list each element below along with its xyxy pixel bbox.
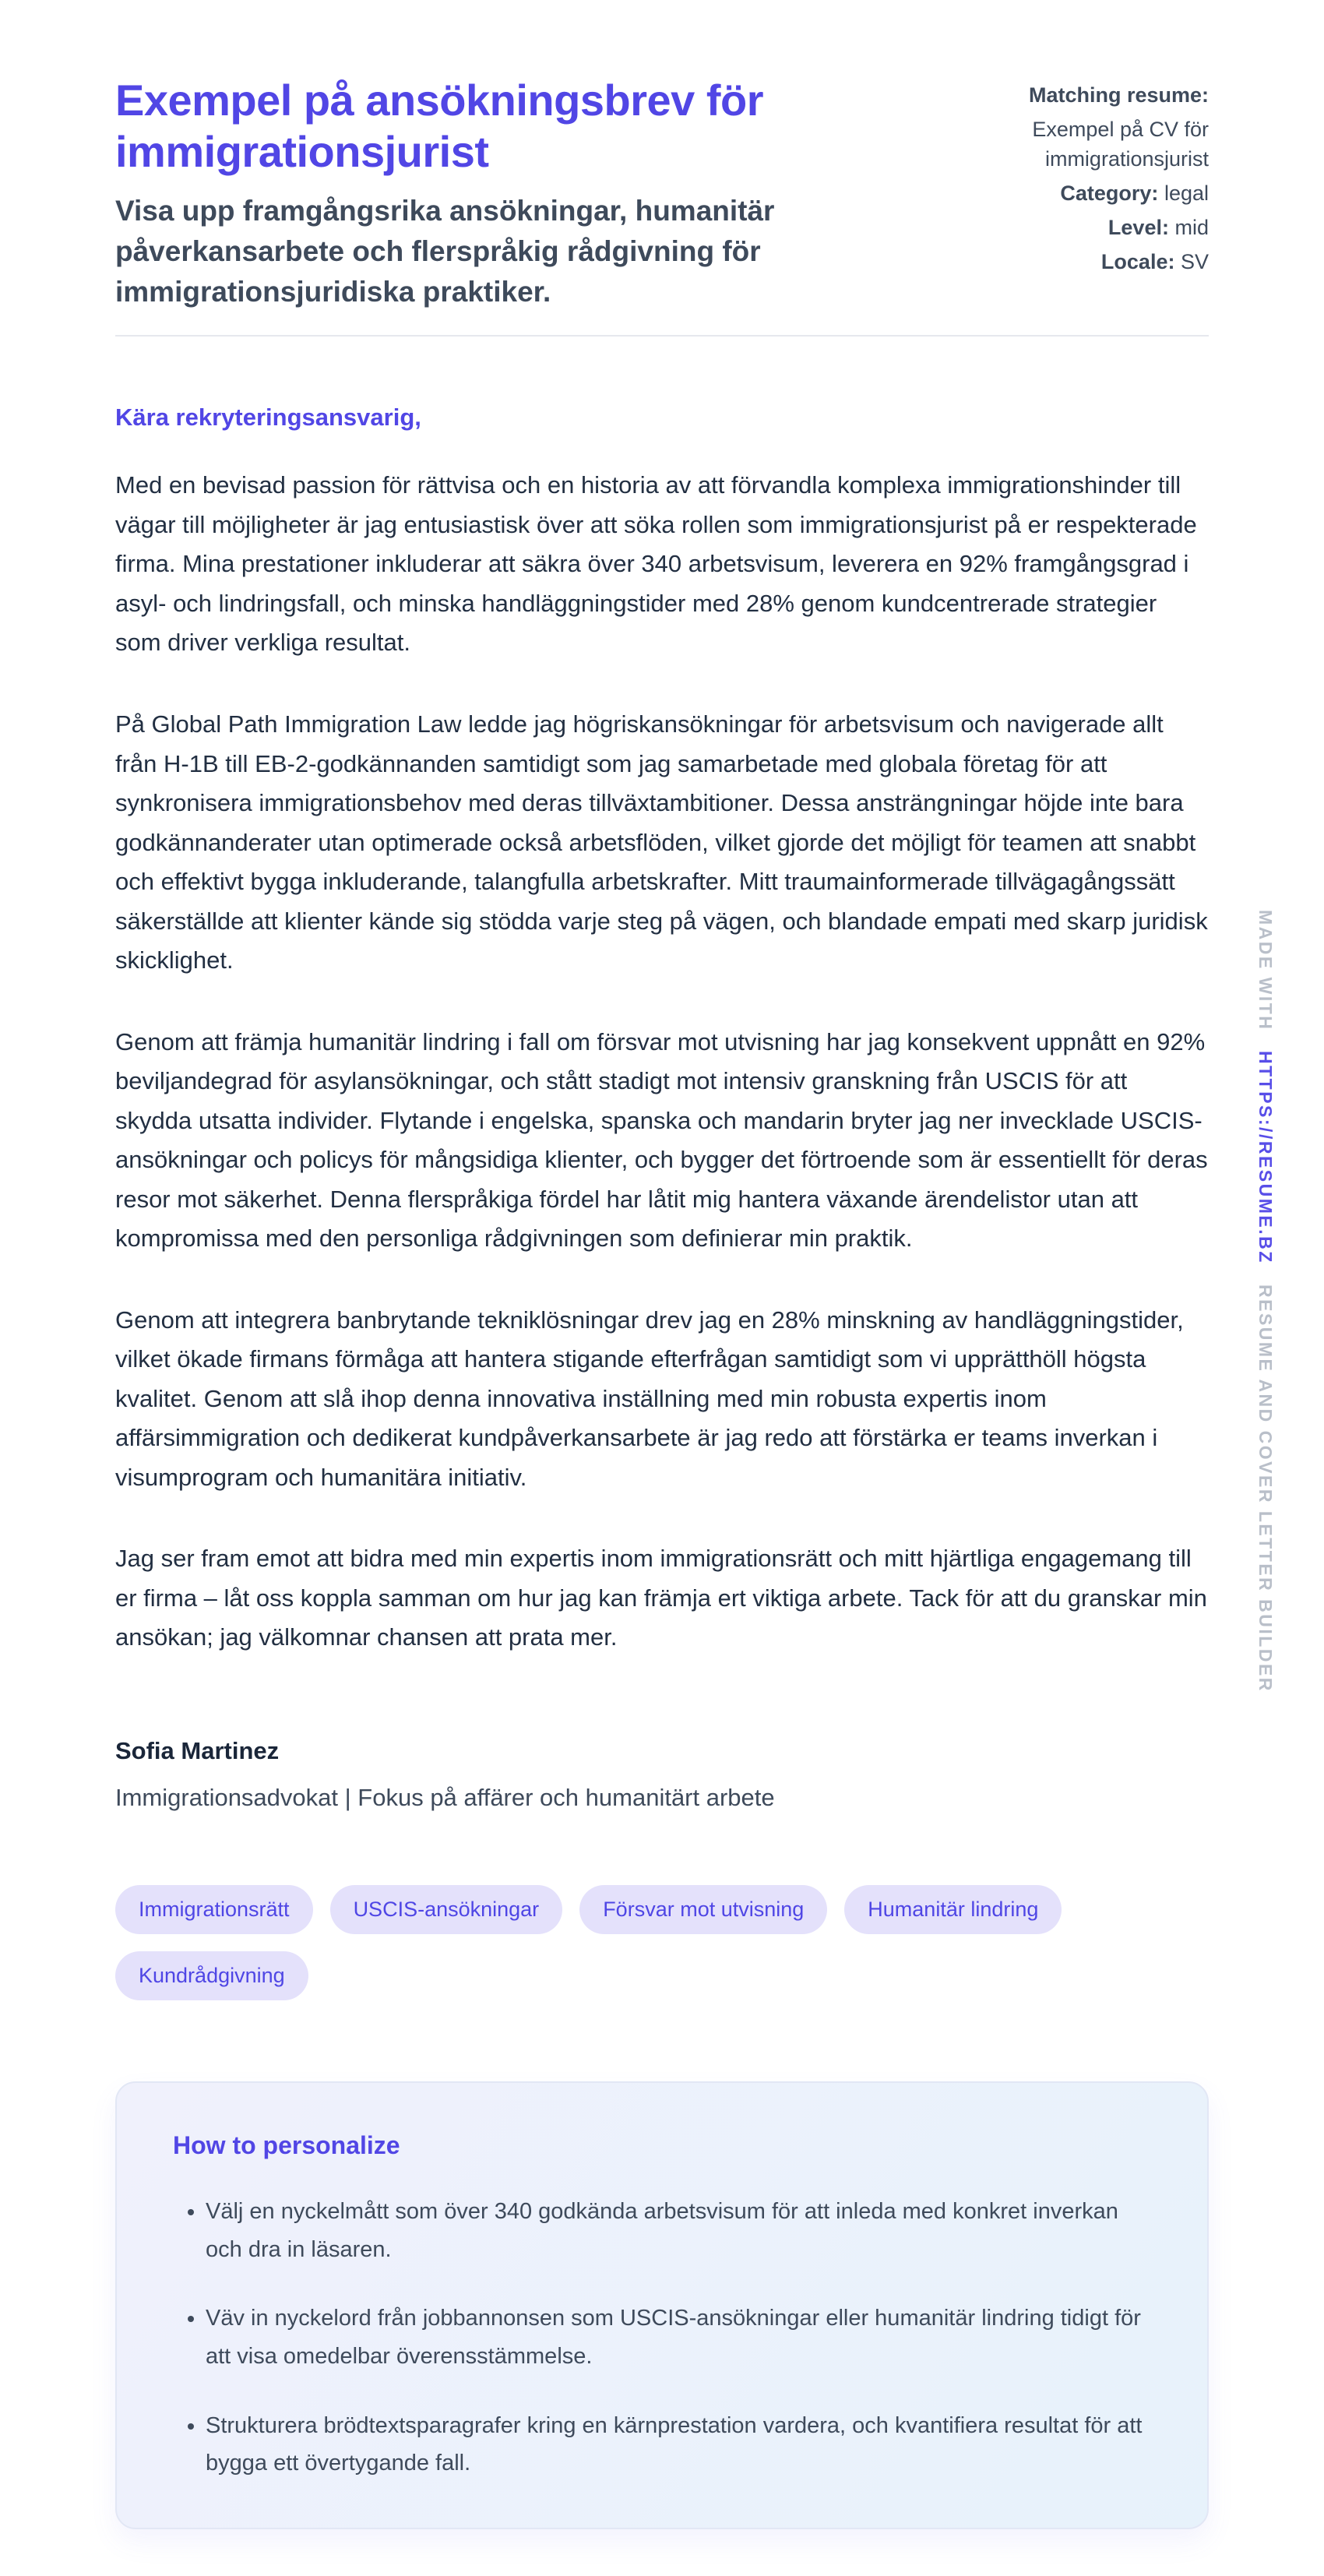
personalize-tip: • Väv in nyckelord från jobbannonsen som USCIS-ansökningar eller humanitär lindring tidigt för att visa omedelbar överensstämmelse.	[206, 2299, 1151, 2375]
meta-locale-value: SV	[1180, 250, 1209, 274]
skill-tag: Immigrationsrätt	[115, 1885, 313, 1934]
matching-resume-link[interactable]: Exempel på CV för immigrationsjurist	[1032, 118, 1209, 171]
watermark-prefix: MADE WITH	[1255, 910, 1276, 1031]
keyword-tags	[115, 1885, 1209, 2000]
signature-name: Sofia Martinez	[115, 1736, 280, 1764]
skill-tag: Humanitär lindring	[844, 1885, 1062, 1934]
watermark-suffix: RESUME AND COVER LETTER BUILDER	[1255, 1284, 1276, 1693]
personalize-box	[115, 2081, 1209, 2529]
letter-paragraph: Med en bevisad passion för rättvisa och en historia av att förvandla komplexa immigrationshinder till vägar till möjligheter är jag entusiastisk över att söka rollen som immigrationsjurist på er respekterade firma. Mina prestationer inkluderar att säkra över 340 arbetsvisum, leverera en 92% framgångsgrad i asyl- och lindringsfall, och minska handläggningstider med 28% genom kundcentrerade strategier som driver verkliga resultat.	[115, 471, 1197, 657]
signature-block	[115, 1737, 1209, 1812]
letter-paragraph: Jag ser fram emot att bidra med min expertis inom immigrationsrätt och mitt hjärtliga engagemang till er firma – låt oss koppla samman om hur jag kan främja ert viktiga arbete. Tack för att du granskar min ansökan; jag välkomnar chansen att prata mer.	[115, 1545, 1207, 1651]
meta-category: Category: legal	[1060, 181, 1209, 205]
meta-category-value: legal	[1164, 181, 1209, 205]
page-subtitle: Visa upp framgångsrika ansökningar, humanitär påverkansarbete och flerspråkig rådgivning för immigrationsjuridiska praktiker.	[115, 195, 775, 308]
letter-paragraph: Genom att främja humanitär lindring i fall om försvar mot utvisning har jag konsekvent uppnått en 92% beviljandegrad för asylansökningar, och stått stadigt mot intensiv granskning från USCIS för att skydda utsatta individer. Flytande i engelska, spanska och mandarin bryter jag ner invecklade USCIS-ansökningar och policys för mångsidiga klienter, och bygger det förtroende som är essentiellt för deras resor mot säkerhet. Denna flerspråkiga fördel har låtit mig hantera växande ärendelistor utan att kompromissa med den personliga rådgivningen som definierar min praktik.	[115, 1027, 1208, 1253]
page-header	[115, 75, 1209, 312]
personalize-tip: • Välj en nyckelmått som över 340 godkända arbetsvisum för att inleda med konkret inverkan och dra in läsaren.	[206, 2193, 1151, 2268]
personalize-heading: How to personalize	[173, 2130, 400, 2159]
resume-meta	[944, 75, 1209, 283]
personalize-tip: • Strukturera brödtextsparagrafer kring en kärnprestation vardera, och kvantifiera resultat för att bygga ett övertygande fall.	[206, 2407, 1151, 2483]
skill-tag: Kundrådgivning	[115, 1951, 308, 2000]
letter-greeting: Kära rekryteringsansvarig,	[115, 403, 421, 432]
header-titles	[115, 75, 944, 312]
signature-title: Immigrationsadvokat | Fokus på affärer och humanitärt arbete	[115, 1783, 775, 1811]
made-with-watermark	[1255, 910, 1276, 1693]
meta-level-value: mid	[1174, 216, 1209, 239]
letter-body	[115, 403, 1209, 2529]
meta-locale: Locale: SV	[1100, 250, 1209, 274]
resume-bz-link[interactable]: HTTPS://RESUME.BZ	[1255, 1051, 1276, 1265]
skill-tag: USCIS-ansökningar	[330, 1885, 563, 1934]
page-title: Exempel på ansökningsbrev för immigrationsjurist	[115, 76, 763, 176]
header-divider	[115, 335, 1209, 337]
matching-resume-label: Matching resume:	[1028, 83, 1209, 107]
meta-level: Level: mid	[1107, 216, 1209, 239]
letter-paragraph: På Global Path Immigration Law ledde jag högriskansökningar för arbetsvisum och navigerade allt från H-1B till EB-2-godkännanden samtidigt som jag samarbetade med globala företag för att synkronisera immigrationsbehov med deras tillväxtambitioner. Dessa ansträngningar höjde inte bara godkännanderater utan optimerade också arbetsflöden, vilket gjorde det möjligt för teamen att snabbt och effektivt bygga inkluderande, talangfulla arbetskrafter. Mitt traumainformerade tillvägagångssätt säkerställde att klienter kände sig stödda varje steg på vägen, och blandade empati med skarp juridisk skicklighet.	[115, 710, 1208, 974]
skill-tag: Försvar mot utvisning	[579, 1885, 827, 1934]
letter-paragraph: Genom att integrera banbrytande tekniklösningar drev jag en 28% minskning av handläggningstider, vilket ökade firmans förmåga att hantera stigande efterfrågan samtidigt som vi upprätthöll högsta kvalitet. Genom att slå ihop denna innovativa inställning med min robusta expertis inom affärsimmigration och dedikerat kundpåverkansarbete är jag redo att förstärka er teams inverkan i visumprogram och humanitära initiativ.	[115, 1306, 1184, 1491]
personalize-tips	[173, 2193, 1151, 2483]
